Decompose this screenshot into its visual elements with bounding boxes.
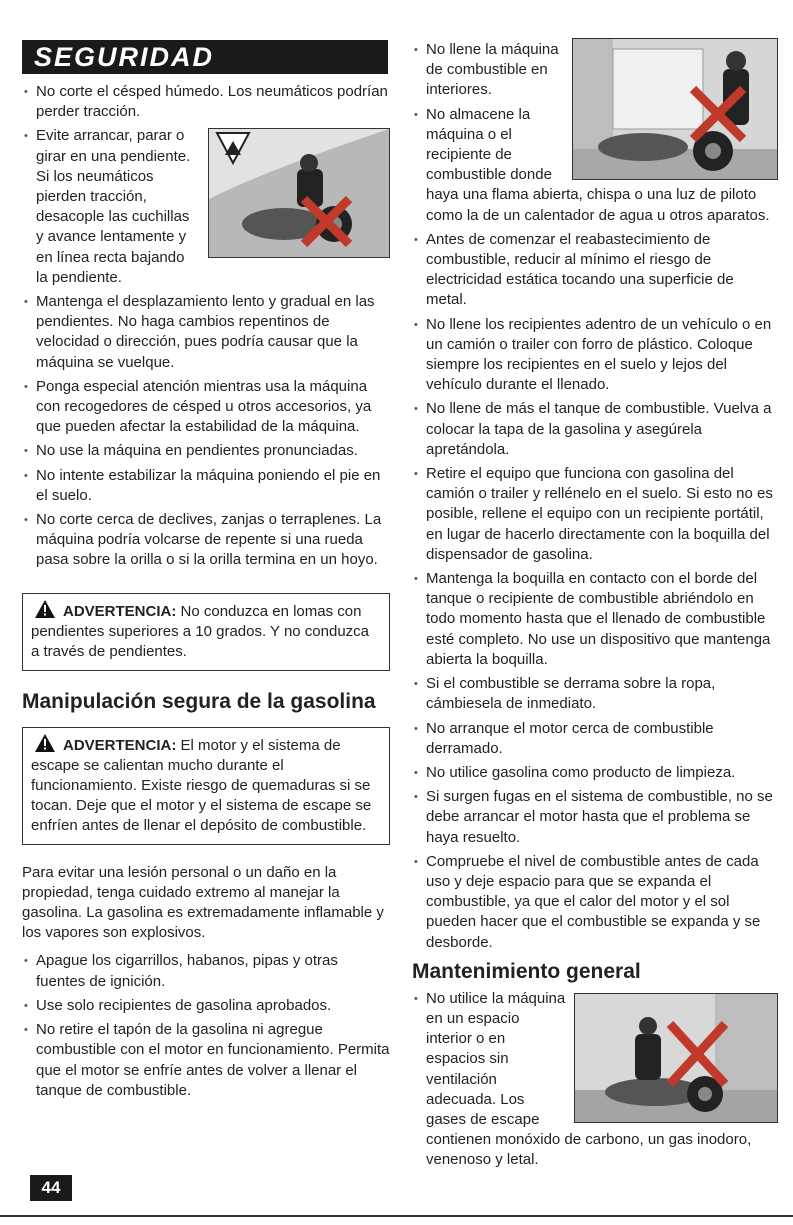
list-item: • Apague los cigarrillos, habanos, pipas y otras fuentes de ignición. xyxy=(22,951,390,991)
indoor-running-illustration xyxy=(574,993,778,1123)
burn-warning-box xyxy=(22,727,390,845)
list-item: • No retire el tapón de la gasolina ni agregue combustible con el motor en funcionamiento. Permita que el motor se enfríe antes de volver a llenar el tanque de combustible. xyxy=(22,1020,390,1101)
warning-heading: ADVERTENCIA: xyxy=(63,736,177,754)
list-item: • No arranque el motor cerca de combustible derramado. xyxy=(412,719,778,759)
list-item: • No llene la máquina de combustible en interiores. xyxy=(412,40,778,101)
list-item: • Si surgen fugas en el sistema de combustible, no se debe arrancar el motor hasta que el problema se haya resuelto. xyxy=(412,787,778,848)
bottom-rule xyxy=(0,1215,793,1217)
fuel-safety-list xyxy=(22,951,390,1100)
page-number: 44 xyxy=(30,1175,72,1201)
list-item: • No llene de más el tanque de combustible. Vuelva a colocar la tapa de la gasolina y asegúrela apretándola. xyxy=(412,399,778,460)
left-column xyxy=(22,40,390,1105)
list-item: • No corte el césped húmedo. Los neumáticos podrían perder tracción. xyxy=(22,82,390,122)
warning-triangle-icon xyxy=(35,600,55,618)
list-item: • No corte cerca de declives, zanjas o terraplenes. La máquina podría volcarse de repente si una rueda pasa sobre la orilla o si la orilla termina en un hoyo. xyxy=(22,510,390,571)
list-item: • Evite arrancar, parar o girar en una pendiente. Si los neumáticos pierden tracción, desacople las cuchillas y avance lentamente y en línea recta bajando la pendiente. xyxy=(22,126,390,288)
list-item: • Mantenga el desplazamiento lento y gradual en las pendientes. No haga cambios repentinos de velocidad o dirección, pues podría causar que la máquina se vuelque. xyxy=(22,292,390,373)
list-item: • Compruebe el nivel de combustible antes de cada uso y deje espacio para que se expanda el combustible, ya que el calor del motor y el sol pueden hacer que el combustible se expanda y se desborde. xyxy=(412,852,778,953)
maintenance-list xyxy=(412,989,778,1171)
warning-text: No conduzca en lomas con pendientes superiores a 10 grados. Y no conduzca a través de pendientes. xyxy=(31,602,370,660)
list-item: • No use la máquina en pendientes pronunciadas. xyxy=(22,441,390,461)
list-item: • Antes de comenzar el reabastecimiento de combustible, reducir al mínimo el riesgo de electricidad estática tocando una superficie de metal. xyxy=(412,230,778,311)
list-item: • Use solo recipientes de gasolina aprobados. xyxy=(22,996,390,1016)
list-item: • No llene los recipientes adentro de un vehículo o en un camión o trailer con forro de plástico. Coloque siempre los recipientes en el suelo y lejos del vehículo durante el llenado. xyxy=(412,315,778,396)
list-item: • Mantenga la boquilla en contacto con el borde del tanque o recipiente de combustible abriéndolo en todo momento hasta que el llenado de combustible esté completo. No use un dispositivo que mantenga abierta la boquilla. xyxy=(412,569,778,670)
slope-mower-illustration xyxy=(208,128,390,258)
warning-heading: ADVERTENCIA: xyxy=(63,602,177,620)
fuel-intro-paragraph: Para evitar una lesión personal o un daño en la propiedad, tenga cuidado extremo al manejar la gasolina. La gasolina es extremadamente inflamable y los vapores son explosivos. xyxy=(22,863,384,942)
section-heading-fuel: Manipulación segura de la gasolina xyxy=(22,689,376,713)
slope-safety-list xyxy=(22,82,390,571)
slope-warning-box xyxy=(22,593,390,671)
list-item: • Si el combustible se derrama sobre la ropa, cámbiesela de inmediato. xyxy=(412,674,778,714)
list-item: • No utilice la máquina en un espacio interior o en espacios sin ventilación adecuada. Los gases de escape contienen monóxido de carbono, un gas inodoro, venenoso y letal. xyxy=(412,989,778,1171)
list-item: • Retire el equipo que funciona con gasolina del camión o trailer y rellénelo en el suelo. Si esto no es posible, rellene el equipo con un recipiente portátil, en lugar de hacerlo directamente con la boquilla del dispensador de gasolina. xyxy=(412,464,778,565)
section-heading-maintenance: Mantenimiento general xyxy=(412,959,641,983)
list-item: • No intente estabilizar la máquina poniendo el pie en el suelo. xyxy=(22,466,390,506)
list-item: • No almacene la máquina o el recipiente de combustible donde haya una flama abierta, chispa o una luz de piloto como la de un calentador de agua u otros aparatos. xyxy=(412,105,778,226)
fuel-handling-list xyxy=(412,40,778,953)
right-column xyxy=(412,40,778,1175)
list-item: • Ponga especial atención mientras usa la máquina con recogedores de césped u otros accesorios, ya que pueden afectar la estabilidad de la máquina. xyxy=(22,377,390,438)
warning-triangle-icon xyxy=(35,734,55,752)
section-title-bar: SEGURIDAD xyxy=(22,40,388,74)
warning-text: El motor y el sistema de escape se calientan mucho durante el funcionamiento. Existe riesgo de quemaduras si se tocan. Deje que el motor y el sistema de escape se enfríen antes de llenar el depósito de combustible. xyxy=(31,736,372,834)
list-item: • No utilice gasolina como producto de limpieza. xyxy=(412,763,778,783)
